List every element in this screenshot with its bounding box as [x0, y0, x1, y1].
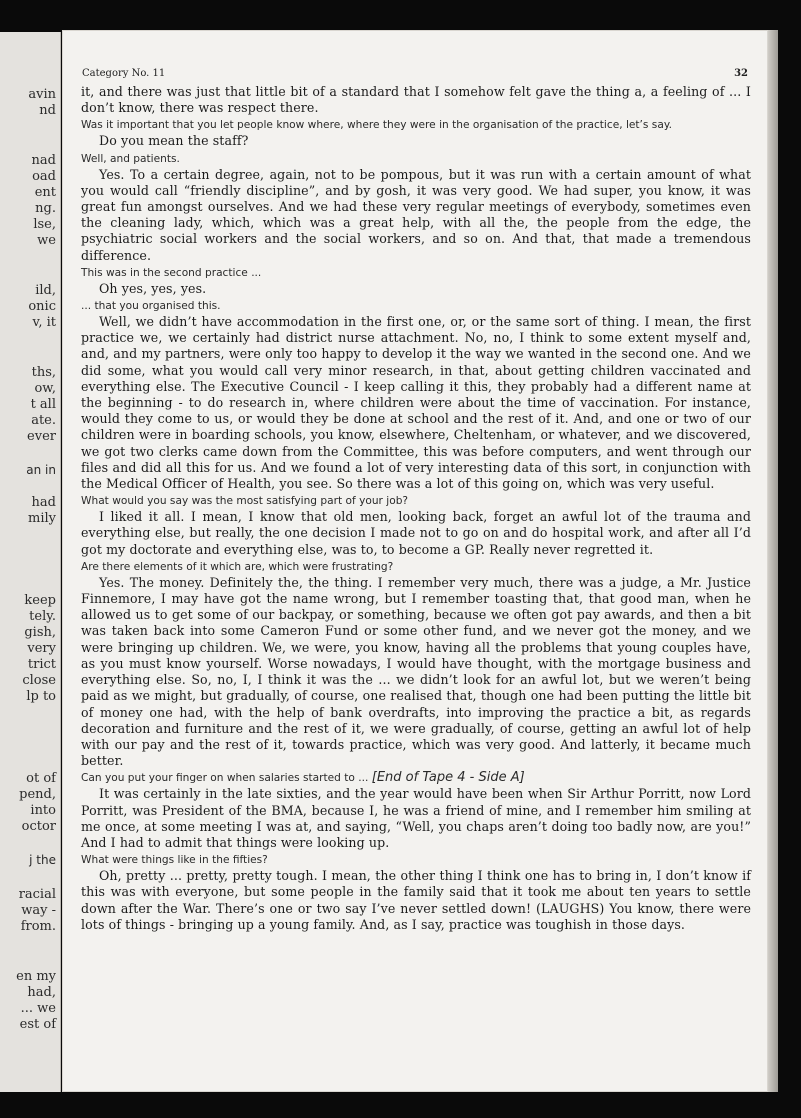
- answer-paragraph: Oh yes, yes, yes.: [99, 280, 207, 296]
- interviewer-question: ... that you organised this.: [81, 300, 221, 313]
- facing-fragment: ths,: [31, 365, 56, 380]
- facing-fragment: very: [27, 641, 56, 656]
- facing-fragment: oad: [32, 169, 56, 184]
- facing-fragment: tely.: [29, 609, 56, 624]
- interviewer-question-with-tape-marker: [81, 771, 751, 785]
- facing-fragment: keep: [24, 593, 56, 608]
- answer-paragraph: Yes. The money. Definitely the, the thing. I remember very much, there was a judge, a Mr. Justice Finnemore, I may have got the name wrong, but I remember toasting that, that good man, when he allowed us to get some of our backpay, or something, because we often got pay awards, and then a bit was taken back into some Cameron Fund or some other fund, and we never got the money, and we were bringing up children. We, we were, you know, having all the problems that young couples have, as you must know yourself. Worse nowadays, I would have thought, with the mortgage business and everything else. So, no, I, I think it was the ... we didn’t look for an awful lot, but we weren’t being paid as we might, but gradually, of course, one realised that, though one had been putting the little bit of money one had, with the help of bank overdrafts, into improving the practice a bit, as regards decoration and furniture and the rest of it, we were gradually, of course, getting an awful lot of help with our pay and the rest of it, towards practice, which was very good. And latterly, it became much better.: [81, 574, 751, 769]
- facing-fragment: ng.: [35, 201, 56, 216]
- interviewer-question: What were things like in the fifties?: [81, 854, 268, 867]
- facing-fragment: ate.: [31, 413, 56, 428]
- facing-fragment: j the: [29, 853, 56, 867]
- interviewer-question: What would you say was the most satisfying part of your job?: [81, 495, 409, 508]
- facing-fragment: into: [30, 803, 56, 818]
- facing-fragment: an in: [26, 463, 56, 477]
- tape-marker: [End of Tape 4 - Side A]: [371, 770, 525, 786]
- answer-paragraph: it, and there was just that little bit of a standard that I somehow felt gave the thing a, a feeling of ... I don’t know, there was respect there.: [81, 84, 751, 116]
- facing-fragment: v, it: [32, 315, 56, 330]
- facing-fragment: had,: [27, 985, 56, 1000]
- running-header: [82, 68, 748, 82]
- answer-paragraph: It was certainly in the late sixties, and the year would have been when Sir Arthur Porritt, now Lord Porritt, was President of the BMA, because I, he was a friend of mine, and I remember him smiling at me once, at some meeting I was at, and saying, “Well, you chaps aren’t doing too badly now, are you!” And I had to admit that things were looking up.: [81, 786, 751, 850]
- interviewer-question: Well, and patients.: [81, 152, 180, 165]
- facing-fragment: ent: [34, 185, 56, 200]
- facing-fragment: lp to: [26, 689, 56, 704]
- facing-fragment: way -: [21, 903, 56, 918]
- answer-paragraph: Well, we didn’t have accommodation in the first one, or, or the same sort of thing. I mean, the first practice we, we certainly had district nurse attachment. No, no, I think to some extent myself and, and, and my partners, were only too happy to develop it the way we wanted in the second one. And we did some, what you would call very minor research, in that, about getting children vaccinated and everything else. The Executive Council - I keep calling it this, they probably had a different name at the beginning - to do research in, where children were about the time of vaccination. For instance, would they come to us, or would they be done at school and the rest of it. And, and one or two of our children were in boarding schools, you know, elsewhere, Cheltenham, or whatever, and we discovered, we got two clerks came down from the Committee, this was before computers, and went through our files and did all this for us. And we found a lot of very interesting data of this sort, in conjunction with the Medical Officer of Health, you see. So there was a lot of this going on, which was very useful.: [81, 314, 751, 492]
- facing-fragment: mily: [28, 511, 56, 526]
- interviewer-question: Are there elements of it which are, which were frustrating?: [81, 560, 394, 573]
- facing-fragment: ... we: [20, 1001, 56, 1016]
- facing-fragment: we: [37, 233, 56, 248]
- facing-fragment: t all: [30, 397, 56, 412]
- facing-fragment: onic: [28, 299, 56, 314]
- answer-paragraph: Oh, pretty ... pretty, pretty tough. I mean, the other thing I think one has to bring in, I don’t know if this was with everyone, but some people in the family said that it took me about ten years to settle down after the War. There’s one or two say I’ve never settled down! (LAUGHS) You know, there were lots of things - bringing up a young family. And, as I say, practice was toughish in those days.: [81, 868, 751, 932]
- facing-fragment: nd: [39, 103, 56, 118]
- page-edge-shadow: [768, 30, 778, 1092]
- transcript-body: [81, 84, 751, 933]
- answer-paragraph: I liked it all. I mean, I know that old men, looking back, forget an awful lot of the trauma and everything else, but really, the one decision I made not to go on and do hospital work, and after all I’d got my doctorate and everything else, was to, to become a GP. Really never regretted it.: [81, 509, 751, 557]
- facing-page-edge: [0, 32, 61, 1092]
- facing-fragment: en my: [16, 969, 56, 984]
- category-label: Category No. 11: [82, 68, 166, 79]
- facing-fragment: pend,: [19, 787, 56, 802]
- facing-fragment: ever: [27, 429, 56, 444]
- facing-fragment: avin: [28, 87, 56, 102]
- facing-fragment: ild,: [35, 283, 56, 298]
- facing-fragment: nad: [31, 153, 56, 168]
- facing-fragment: lse,: [33, 217, 56, 232]
- answer-paragraph: Do you mean the staff?: [99, 133, 249, 149]
- facing-fragment: ow,: [34, 381, 56, 396]
- facing-fragment: ot of: [26, 771, 56, 786]
- answer-paragraph: Yes. To a certain degree, again, not to be pompous, but it was run with a certain amount of what you would call “friendly discipline”, and by gosh, it was very good. We had super, you know, it was great fun amongst ourselves. And we had these very regular meetings of everybody, sometimes even the cleaning lady, which, which was a great help, with all the, the people from the edge, the psychiatric social workers and the social workers, and so on. And that, that made a tremendous difference.: [81, 166, 751, 263]
- page-number: 32: [734, 68, 748, 79]
- facing-fragment: had: [31, 495, 56, 510]
- facing-fragment: octor: [21, 819, 56, 834]
- facing-fragment: from.: [20, 919, 56, 934]
- interviewer-question: Was it important that you let people know where, where they were in the organisation of the practice, let’s say.: [81, 119, 672, 132]
- question-text: Can you put your finger on when salaries started to ...: [81, 772, 369, 785]
- facing-fragment: racial: [18, 887, 56, 902]
- interviewer-question: This was in the second practice ...: [81, 266, 262, 279]
- facing-fragment: gish,: [24, 625, 56, 640]
- facing-fragment: close: [22, 673, 56, 688]
- facing-fragment: est of: [19, 1017, 56, 1032]
- transcript-page: [62, 30, 768, 1092]
- facing-fragment: trict: [27, 657, 56, 672]
